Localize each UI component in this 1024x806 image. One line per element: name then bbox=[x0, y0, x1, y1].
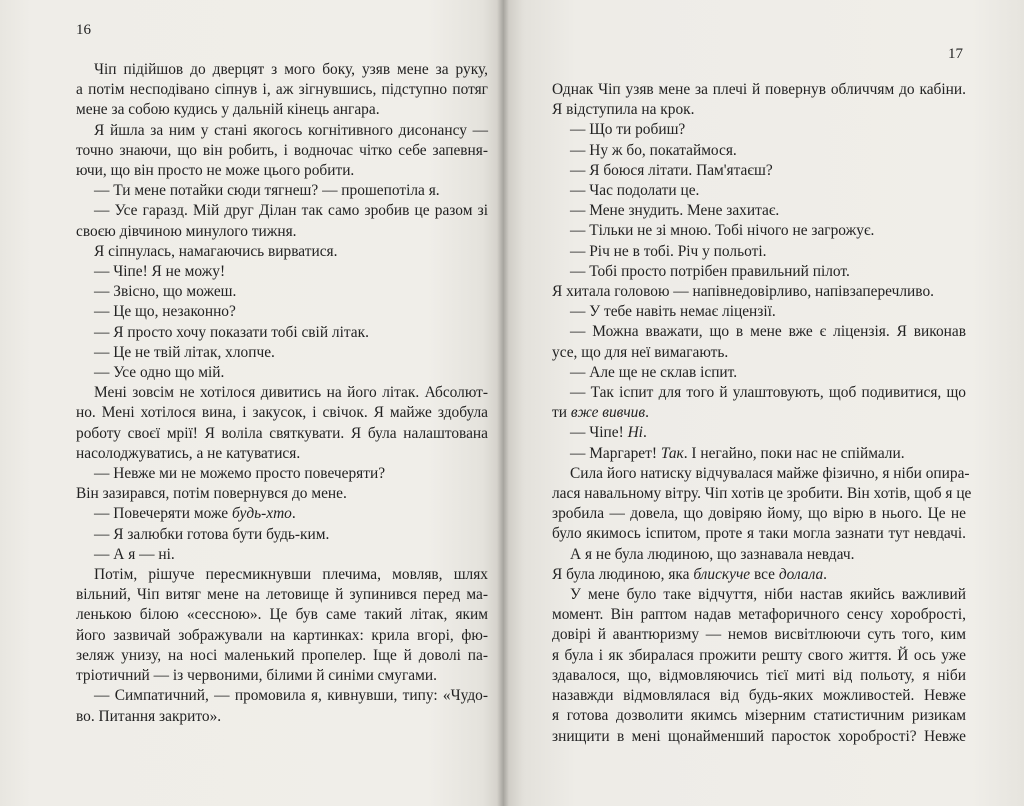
text-run: — Чіпе! Я не можу! bbox=[94, 263, 226, 281]
page-number: 16 bbox=[76, 22, 91, 38]
text-run: — Але ще не склав іспит. bbox=[570, 363, 738, 381]
text-run: Я була людиною, яка bbox=[552, 565, 694, 583]
text-run: — Маргарет! bbox=[570, 444, 661, 462]
text-run: Однак Чіп узяв мене за плечі й повернув обличчям до кабіни. bbox=[552, 81, 966, 98]
text-run: — Можна вважати, що в мене вже є ліцензія. Я виконав bbox=[570, 323, 966, 341]
text-line bbox=[76, 282, 488, 302]
text-line bbox=[552, 181, 966, 201]
text-line bbox=[552, 343, 966, 363]
text-run: Я сіпнулась, намагаючись вирватися. bbox=[94, 242, 338, 260]
text-run: все bbox=[750, 565, 779, 583]
text-line bbox=[76, 707, 488, 727]
text-run: своєю дівчиною минулого тижня. bbox=[76, 222, 297, 240]
text-run: — Усе гаразд. Мій друг Ділан так само зробив це разом зі bbox=[94, 202, 488, 220]
text-line bbox=[76, 262, 488, 282]
text-run: а потім несподівано сіпнув і, аж зігнувшись, підступно потяг bbox=[76, 81, 488, 99]
text-line bbox=[76, 545, 488, 565]
text-run: во. Питання закрито». bbox=[76, 707, 222, 725]
text-run: ти bbox=[552, 404, 571, 422]
text-line bbox=[552, 161, 966, 181]
text-run: роботу своєї мрії! Я воліла святкувати. Я була налаштована bbox=[76, 424, 488, 442]
text-run: — Чіпе! bbox=[570, 424, 628, 442]
text-line bbox=[76, 626, 488, 646]
text-line bbox=[552, 403, 966, 423]
text-line bbox=[552, 302, 966, 322]
text-run: я була і як збиралася прожити решту свого життя. Й ось уже bbox=[552, 646, 966, 664]
page-number: 17 bbox=[948, 46, 963, 62]
text-run: мене за собою кудись у дальній кінець ангара. bbox=[76, 101, 380, 119]
text-run: — Що ти робиш? bbox=[570, 121, 686, 139]
page-text bbox=[76, 60, 488, 727]
text-line bbox=[76, 484, 488, 504]
right-page bbox=[503, 0, 1024, 806]
text-run: . bbox=[645, 404, 649, 422]
text-run: — Тобі просто потрібен правильний пілот. bbox=[570, 262, 850, 280]
text-run: . bbox=[823, 565, 828, 583]
text-line bbox=[552, 80, 966, 100]
text-run: Потім, рішуче пересмикнувши плечима, мовляв, шлях bbox=[94, 566, 488, 584]
text-line bbox=[76, 222, 488, 242]
text-line bbox=[76, 464, 488, 484]
text-line bbox=[552, 363, 966, 383]
text-line bbox=[552, 201, 966, 221]
text-run: довірі й авантюризму — немов висвітлюючи суть того, ким bbox=[552, 626, 966, 644]
book-gutter bbox=[497, 0, 509, 806]
text-line bbox=[76, 141, 488, 161]
text-line bbox=[552, 585, 966, 605]
text-line bbox=[76, 424, 488, 444]
text-run: — Річ не в тобі. Річ у польоті. bbox=[570, 242, 767, 260]
text-run: насолоджуватись, а не катуватися. bbox=[76, 444, 301, 462]
text-run: — Симпатичний, — промовила я, кивнувши, типу: «Чудо- bbox=[94, 687, 488, 705]
italic-text: долала bbox=[778, 565, 824, 583]
text-run: Я йшла за ним у стані якогось когнітивного дисонансу — bbox=[94, 121, 488, 139]
text-run: знищити в мені щонайменший паросток хоробрості? Невже bbox=[552, 727, 966, 745]
text-line bbox=[76, 60, 488, 80]
text-line bbox=[76, 181, 488, 201]
text-run: Сила його натиску відчувалася майже фізично, я ніби опира- bbox=[570, 464, 970, 482]
text-line bbox=[552, 524, 966, 544]
text-line bbox=[552, 221, 966, 241]
text-line bbox=[76, 383, 488, 403]
text-line bbox=[552, 262, 966, 282]
italic-text: вже вивчив bbox=[570, 404, 646, 422]
text-run: — Мене знудить. Мене захитає. bbox=[570, 202, 780, 220]
text-line bbox=[552, 464, 970, 484]
page-text bbox=[552, 80, 972, 747]
text-run: — Тільки не зі мною. Тобі нічого не загрожує. bbox=[570, 222, 875, 240]
text-run: У мене було таке відчуття, ніби настав якийсь важливий bbox=[570, 586, 966, 604]
text-run: я готова дозволити якимсь мізерним статистичним ризикам bbox=[552, 707, 966, 725]
text-line bbox=[552, 120, 966, 140]
text-line bbox=[76, 302, 488, 322]
text-line bbox=[76, 343, 488, 363]
text-line bbox=[76, 403, 488, 423]
text-line bbox=[552, 242, 966, 262]
text-run: лася навальному вітру. Чіп хотів це зробити. Він хотів, щоб я це bbox=[552, 485, 972, 503]
text-run: — Звісно, що можеш. bbox=[94, 283, 237, 301]
text-run: . bbox=[291, 505, 296, 523]
text-line bbox=[76, 504, 488, 524]
text-run: Я відступила на крок. bbox=[552, 101, 695, 119]
text-line bbox=[76, 605, 488, 625]
text-run: — Ну ж бо, покатаймося. bbox=[570, 141, 737, 159]
text-line bbox=[76, 161, 488, 181]
text-line bbox=[76, 323, 488, 343]
text-run: — У тебе навіть немає ліцензії. bbox=[570, 303, 776, 321]
text-run: — Час подолати це. bbox=[570, 182, 700, 200]
text-line bbox=[76, 666, 488, 686]
text-run: . bbox=[642, 424, 647, 442]
italic-text: блискуче bbox=[693, 565, 751, 583]
text-run: зеляж унизу, на носі маленький пропелер. Іще й доволі па- bbox=[76, 646, 488, 664]
text-run: Чіп підійшов до дверцят з мого боку, узяв мене за руку, bbox=[94, 61, 488, 78]
italic-text: Ні bbox=[627, 424, 643, 442]
text-run: тріотичний — із червоними, білими й синіми смугами. bbox=[76, 667, 437, 685]
text-line bbox=[552, 444, 966, 464]
text-line bbox=[552, 727, 966, 747]
text-run: усе, що для неї вимагають. bbox=[552, 343, 729, 361]
text-line bbox=[76, 525, 488, 545]
text-run: — Повечеряти може bbox=[94, 505, 232, 523]
text-line bbox=[552, 383, 966, 403]
text-run: назавжди відмовлялася від будь-яких можливостей. Невже bbox=[552, 687, 966, 705]
text-run: вільний, Чіп витяг мене на летовище й зупинився перед ма- bbox=[76, 586, 488, 604]
text-line bbox=[552, 141, 966, 161]
text-line bbox=[76, 646, 488, 666]
text-run: — А я — ні. bbox=[94, 545, 175, 563]
left-page bbox=[0, 0, 503, 806]
italic-text: Так bbox=[660, 444, 684, 462]
text-line bbox=[552, 625, 966, 645]
text-line bbox=[552, 504, 966, 524]
text-run: — Усе одно що мій. bbox=[94, 364, 225, 382]
text-line bbox=[76, 100, 488, 120]
text-run: момент. Він раптом надав метафоричного сенсу хоробрості, bbox=[552, 606, 966, 624]
text-line bbox=[552, 100, 966, 120]
text-line bbox=[552, 646, 966, 666]
text-line bbox=[552, 605, 966, 625]
text-line bbox=[552, 666, 966, 686]
text-run: точно знаючи, що він робить, і водночас чітко себе запевня- bbox=[76, 141, 488, 159]
text-line bbox=[552, 706, 966, 726]
text-line bbox=[552, 484, 972, 504]
text-run: зробила — довела, що довіряю йому, що вірю в нього. Це не bbox=[552, 505, 966, 523]
text-run: ючи, що він просто не може цього робити. bbox=[76, 162, 355, 180]
text-line bbox=[76, 201, 488, 221]
text-run: — Я просто хочу показати тобі свій літак. bbox=[94, 323, 369, 341]
text-run: його зазвичай зображували на картинках: крила вгорі, фю- bbox=[76, 626, 488, 644]
text-run: Він зазирався, потім повернувся до мене. bbox=[76, 485, 347, 503]
text-line bbox=[76, 80, 488, 100]
text-line bbox=[76, 444, 488, 464]
text-line bbox=[76, 242, 488, 262]
text-run: А я не була людиною, що зазнавала невдач. bbox=[570, 545, 855, 563]
text-run: — Це не твій літак, хлопче. bbox=[94, 343, 275, 361]
text-run: здавалося, що, відмовляючись тієї миті від польоту, я ніби bbox=[552, 666, 966, 684]
text-run: — Я боюся літати. Пам'ятаєш? bbox=[570, 161, 773, 179]
text-line bbox=[552, 423, 966, 443]
text-line bbox=[552, 322, 966, 342]
text-line bbox=[552, 565, 966, 585]
text-run: — Невже ми не можемо просто повечеряти? bbox=[94, 465, 386, 483]
text-run: Мені зовсім не хотілося дивитись на його літак. Абсолют- bbox=[94, 384, 488, 402]
text-run: ленькою білою «сессною». Це був саме такий літак, яким bbox=[76, 606, 488, 624]
text-run: — Так іспит для того й улаштовують, щоб подивитися, що bbox=[570, 384, 966, 402]
text-line bbox=[76, 585, 488, 605]
text-run: . І негайно, поки нас не спіймали. bbox=[683, 444, 905, 462]
text-run: було якимось іспитом, проте я таки могла зазнати тут невдачі. bbox=[552, 525, 966, 543]
text-run: но. Мені хотілося вина, і закусок, і свічок. Я майже здобула bbox=[76, 404, 488, 422]
text-line bbox=[76, 686, 488, 706]
text-line bbox=[552, 545, 966, 565]
text-line bbox=[76, 121, 488, 141]
text-line bbox=[552, 282, 966, 302]
text-run: — Я залюбки готова бути будь-ким. bbox=[94, 525, 330, 543]
text-line bbox=[76, 565, 488, 585]
text-run: Я хитала головою — напівнедовірливо, напівзаперечливо. bbox=[552, 283, 934, 301]
text-line bbox=[552, 686, 966, 706]
text-line bbox=[76, 363, 488, 383]
text-run: — Це що, незаконно? bbox=[94, 303, 236, 321]
italic-text: будь-хто bbox=[232, 505, 292, 523]
text-run: — Ти мене потайки сюди тягнеш? — прошепотіла я. bbox=[94, 182, 440, 200]
